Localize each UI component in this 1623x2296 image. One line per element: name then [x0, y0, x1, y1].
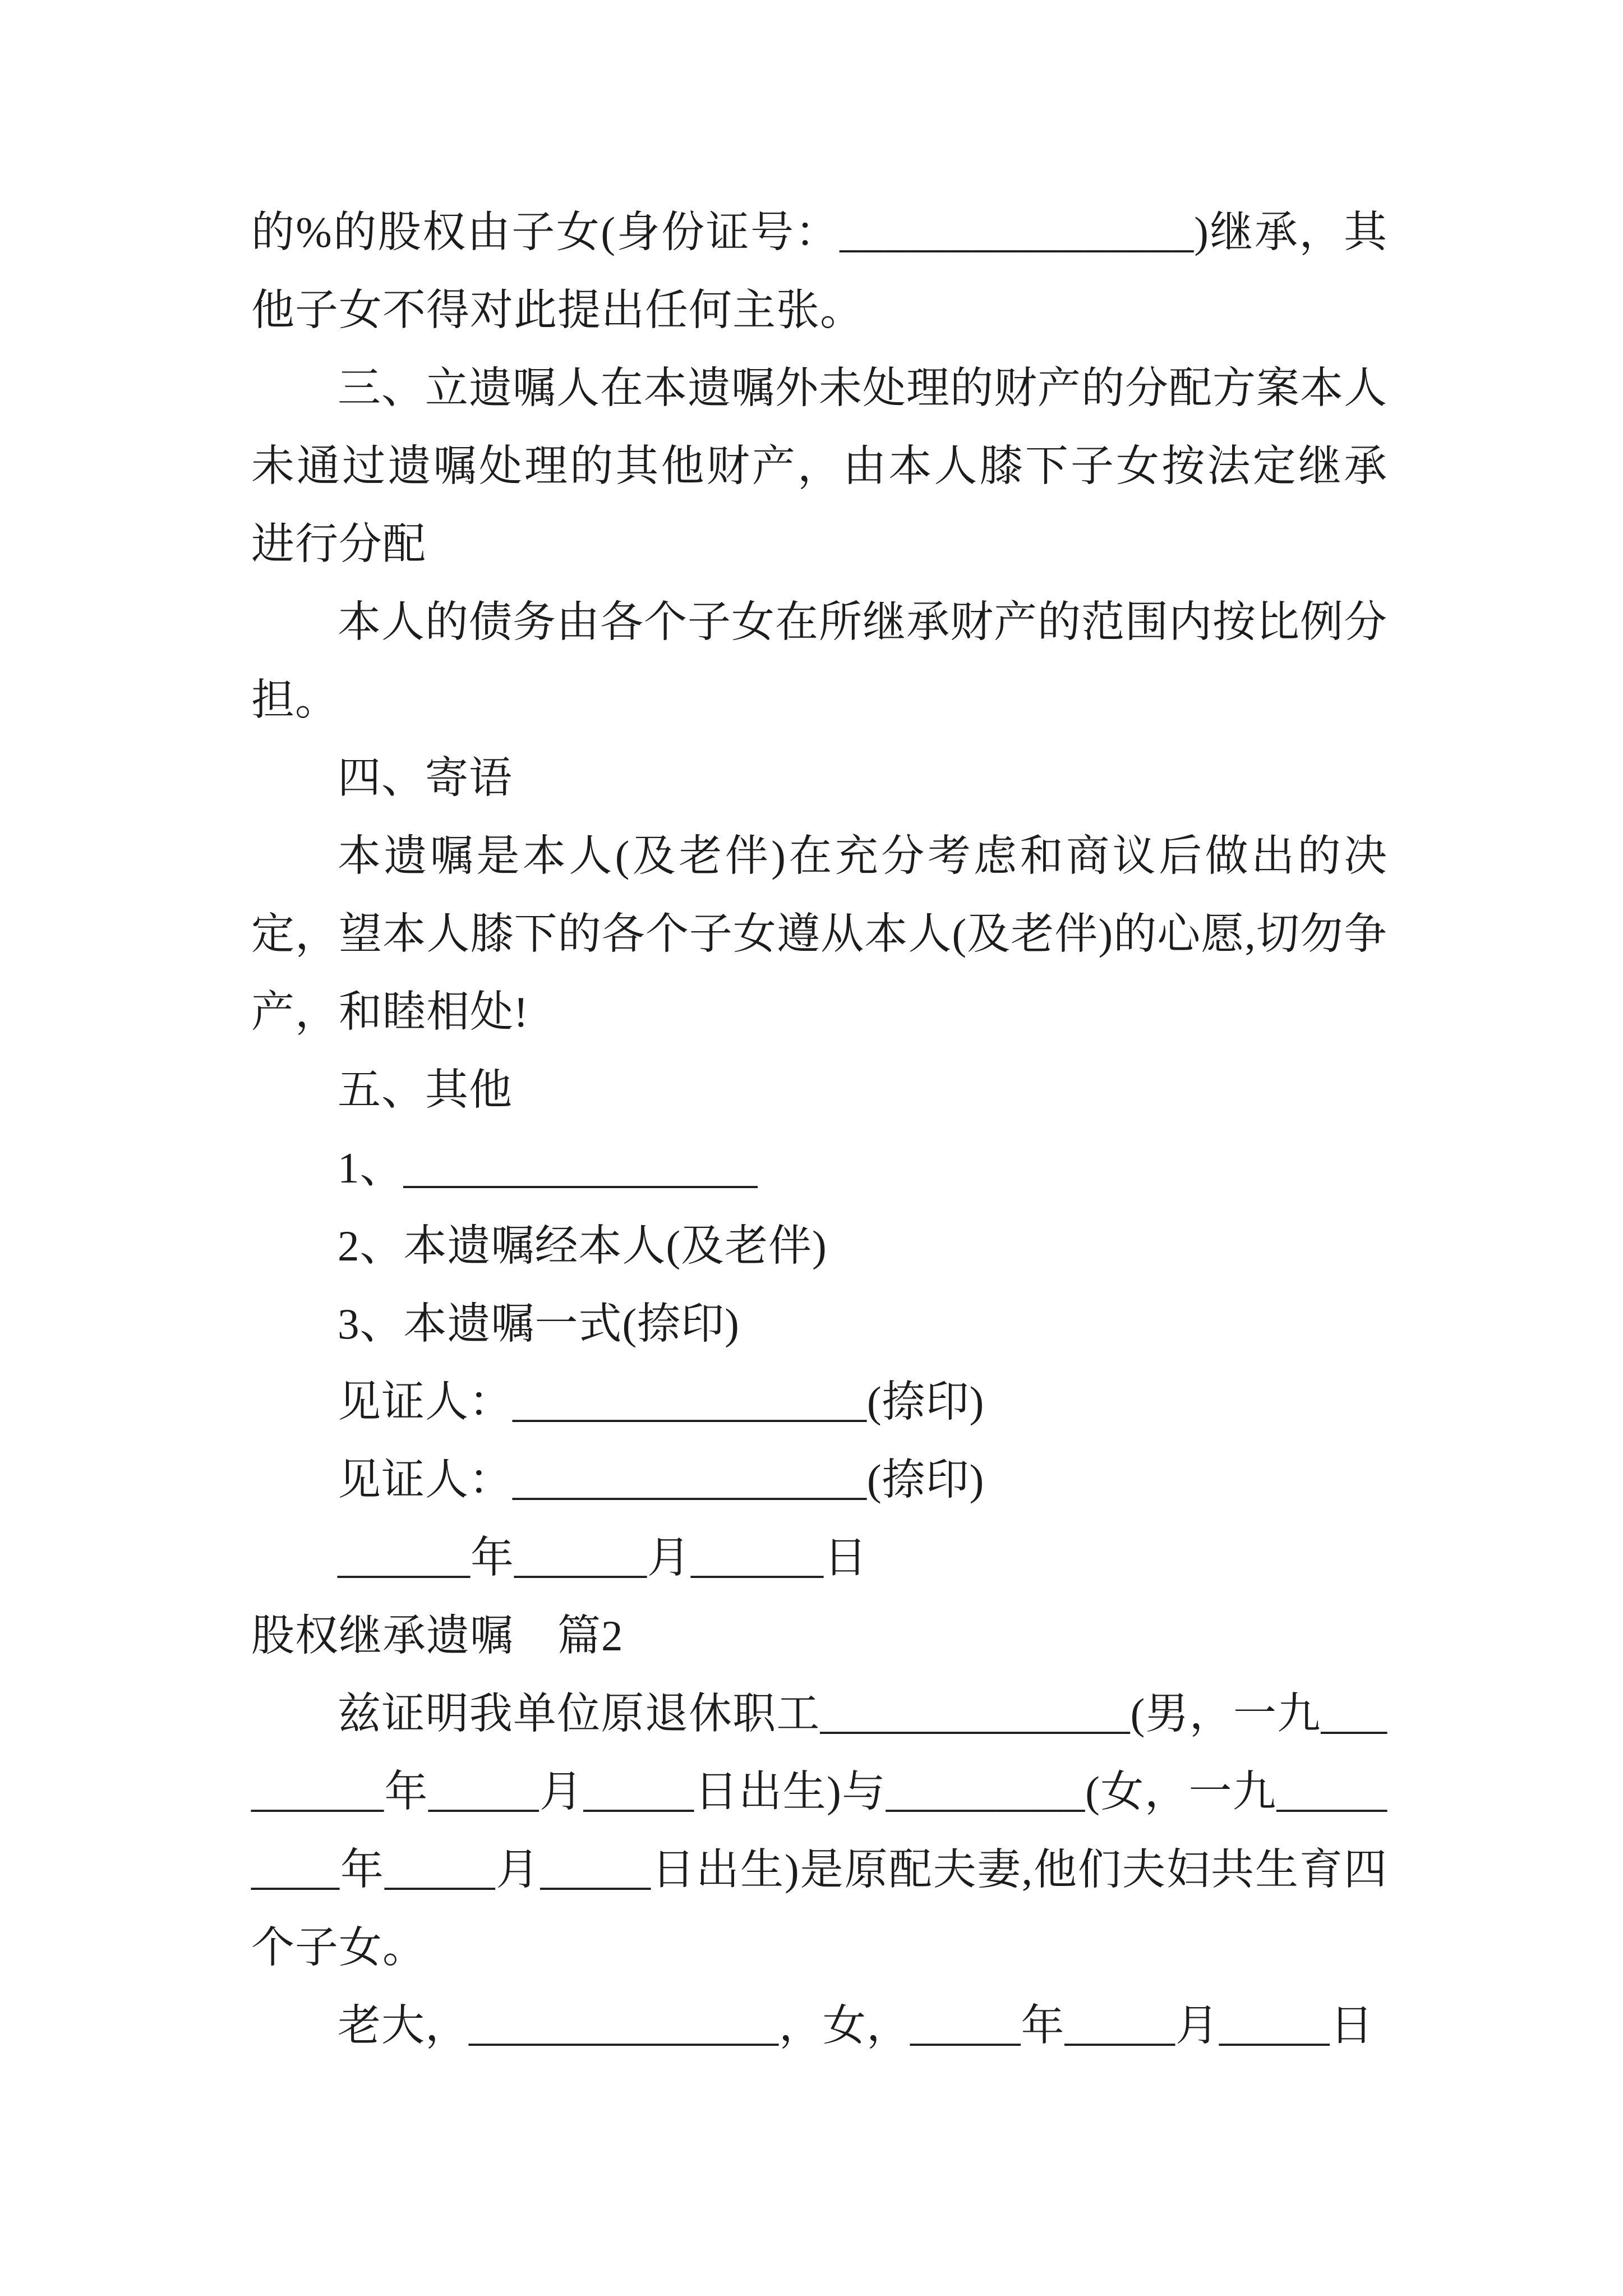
paragraph-section-3-heading: 三、立遗嘱人在本遗嘱外未处理的财产的分配方案本人未通过遗嘱处理的其他财产，由本人膝下子女按法定继承进行分配: [251, 364, 1387, 568]
paragraph-item-2: 2、本遗嘱经本人(及老伴): [338, 1222, 827, 1270]
paragraph-part-2-title: 股权继承遗嘱 篇2: [251, 1612, 624, 1660]
paragraph-eldest-child-line: 老大，______________，女，_____年_____月_____日: [338, 2001, 1374, 2050]
paragraph-continuation-equity-clause: 的%的股权由子女(身份证号：________________)继承，其他子女不得对此提出任何主张。: [251, 208, 1387, 334]
paragraph-section-5-heading: 五、其他: [338, 1066, 513, 1114]
paragraph-section-4-heading: 四、寄语: [338, 754, 513, 802]
paragraph-witness-line-2: 见证人：________________(捺印): [338, 1456, 985, 1504]
document-body: [251, 194, 1387, 2065]
paragraph-item-3: 3、本遗嘱一式(捺印): [338, 1300, 740, 1348]
paragraph-item-1-blank: 1、________________: [338, 1144, 758, 1192]
paragraph-date-line: ______年______月______日: [338, 1534, 868, 1582]
paragraph-witness-line-1: 见证人：________________(捺印): [338, 1378, 985, 1426]
paragraph-certification-clause: 兹证明我单位原退休职工______________(男，一九_________年_____月_____日出生)与_________(女，一九_________年_____月_____日出生)是原配夫妻,他们夫妇共生育四个子女。: [251, 1690, 1387, 1972]
paragraph-debt-clause: 本人的债务由各个子女在所继承财产的范围内按比例分担。: [251, 598, 1387, 724]
paragraph-message-clause: 本遗嘱是本人(及老伴)在充分考虑和商议后做出的决定，望本人膝下的各个子女遵从本人(及老伴)的心愿,切勿争产，和睦相处!: [251, 832, 1387, 1036]
